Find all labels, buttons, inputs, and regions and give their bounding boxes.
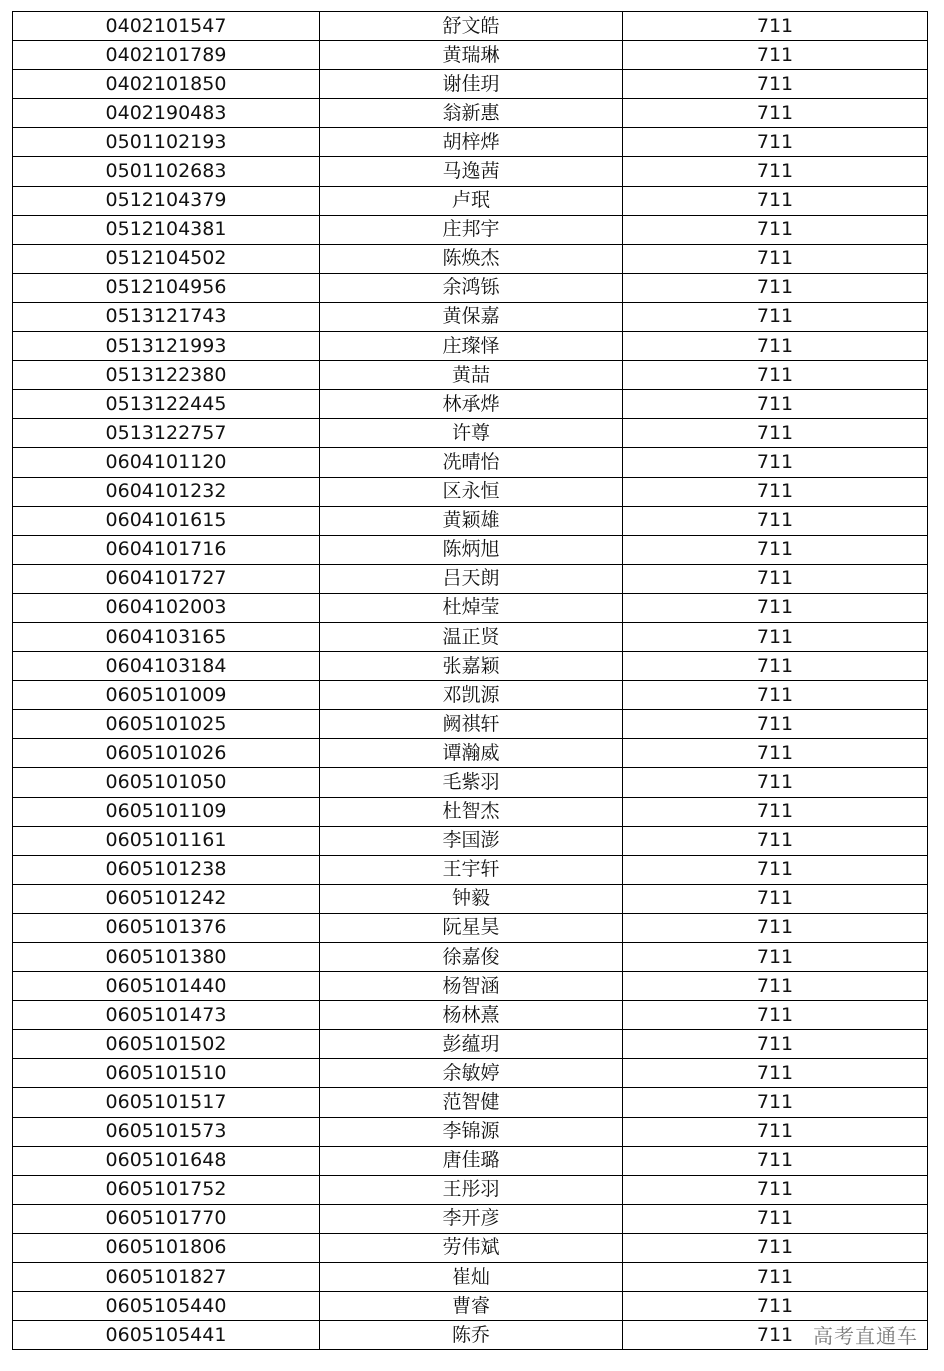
score-cell: 711: [623, 943, 928, 972]
student-name-cell: 区永恒: [320, 477, 623, 506]
score-cell: 711: [623, 535, 928, 564]
student-id-cell: 0605101510: [13, 1059, 320, 1088]
student-id-cell: 0605101440: [13, 972, 320, 1001]
score-cell: 711: [623, 622, 928, 651]
student-id-cell: 0513122445: [13, 390, 320, 419]
student-id-cell: 0605101242: [13, 884, 320, 913]
student-name-cell: 黄颖雄: [320, 506, 623, 535]
score-cell: 711: [623, 1146, 928, 1175]
student-id-cell: 0605105441: [13, 1321, 320, 1350]
student-name-cell: 钟毅: [320, 884, 623, 913]
student-id-cell: 0605101009: [13, 681, 320, 710]
score-cell: 711: [623, 332, 928, 361]
score-cell: 711: [623, 913, 928, 942]
score-cell: 711: [623, 448, 928, 477]
table-row: [13, 535, 928, 564]
student-id-cell: 0605101648: [13, 1146, 320, 1175]
score-cell: 711: [623, 972, 928, 1001]
student-id-cell: 0604103184: [13, 652, 320, 681]
student-name-cell: 黄喆: [320, 361, 623, 390]
score-cell: 711: [623, 652, 928, 681]
student-name-cell: 张嘉颖: [320, 652, 623, 681]
student-id-cell: 0605101380: [13, 943, 320, 972]
student-name-cell: 劳伟斌: [320, 1233, 623, 1262]
score-cell: 711: [623, 855, 928, 884]
score-cell: 711: [623, 506, 928, 535]
score-cell: 711: [623, 70, 928, 99]
table-row: [13, 477, 928, 506]
table-row: [13, 1233, 928, 1262]
student-name-cell: 冼晴怡: [320, 448, 623, 477]
score-cell: 711: [623, 1030, 928, 1059]
score-cell: 711: [623, 826, 928, 855]
student-id-cell: 0604101615: [13, 506, 320, 535]
student-name-cell: 林承烨: [320, 390, 623, 419]
student-name-cell: 马逸茜: [320, 157, 623, 186]
table-row: [13, 186, 928, 215]
table-row: [13, 913, 928, 942]
student-id-cell: 0605101109: [13, 797, 320, 826]
table-row: [13, 215, 928, 244]
student-id-cell: 0512104956: [13, 273, 320, 302]
score-cell: 711: [623, 1292, 928, 1321]
table-row: [13, 419, 928, 448]
score-cell: 711: [623, 419, 928, 448]
student-name-cell: 舒文皓: [320, 12, 623, 41]
student-id-cell: 0513121993: [13, 332, 320, 361]
table-row: [13, 1146, 928, 1175]
score-cell: 711: [623, 1233, 928, 1262]
score-cell: 711: [623, 1059, 928, 1088]
score-cell: 711: [623, 1117, 928, 1146]
student-name-cell: 黄保嘉: [320, 302, 623, 331]
student-name-cell: 吕天朗: [320, 564, 623, 593]
score-cell: 711: [623, 1001, 928, 1030]
score-cell: 711: [623, 128, 928, 157]
student-name-cell: 李国澎: [320, 826, 623, 855]
student-name-cell: 李开彦: [320, 1204, 623, 1233]
table-row: [13, 622, 928, 651]
student-name-cell: 黄瑞琳: [320, 41, 623, 70]
student-name-cell: 李锦源: [320, 1117, 623, 1146]
student-id-cell: 0605105440: [13, 1292, 320, 1321]
student-name-cell: 庄璨怿: [320, 332, 623, 361]
score-cell: 711: [623, 1204, 928, 1233]
student-id-cell: 0604102003: [13, 593, 320, 622]
table-row: [13, 390, 928, 419]
table-row: [13, 710, 928, 739]
table-row: [13, 12, 928, 41]
student-name-cell: 陈炳旭: [320, 535, 623, 564]
watermark-text: 高考直通车: [813, 1324, 918, 1348]
student-name-cell: 谭瀚威: [320, 739, 623, 768]
student-id-cell: 0513122380: [13, 361, 320, 390]
student-id-cell: 0605101770: [13, 1204, 320, 1233]
student-name-cell: 邓凯源: [320, 681, 623, 710]
score-cell: 711: [623, 681, 928, 710]
score-cell: 711: [623, 302, 928, 331]
student-name-cell: 彭蕴玥: [320, 1030, 623, 1059]
student-id-cell: 0605101827: [13, 1263, 320, 1292]
table-row: [13, 855, 928, 884]
score-cell: 711: [623, 884, 928, 913]
student-name-cell: 谢佳玥: [320, 70, 623, 99]
student-id-cell: 0513121743: [13, 302, 320, 331]
student-id-cell: 0604101727: [13, 564, 320, 593]
student-name-cell: 杜焯莹: [320, 593, 623, 622]
score-cell: 711: [623, 739, 928, 768]
student-id-cell: 0512104381: [13, 215, 320, 244]
student-name-cell: 王宇轩: [320, 855, 623, 884]
student-name-cell: 崔灿: [320, 1263, 623, 1292]
student-id-cell: 0605101573: [13, 1117, 320, 1146]
student-name-cell: 毛紫羽: [320, 768, 623, 797]
table-row: [13, 506, 928, 535]
student-id-cell: 0604101232: [13, 477, 320, 506]
table-row: [13, 361, 928, 390]
student-id-cell: 0513122757: [13, 419, 320, 448]
table-row: [13, 943, 928, 972]
student-name-cell: 陈焕杰: [320, 244, 623, 273]
student-name-cell: 卢珉: [320, 186, 623, 215]
score-cell: 711: [623, 361, 928, 390]
score-cell: 711: [623, 1175, 928, 1204]
table-row: [13, 826, 928, 855]
table-row: [13, 1001, 928, 1030]
table-row: [13, 1175, 928, 1204]
student-name-cell: 阮星昊: [320, 913, 623, 942]
score-cell: 711: [623, 41, 928, 70]
score-cell: 711: [623, 564, 928, 593]
student-id-cell: 0604101716: [13, 535, 320, 564]
table-row: [13, 41, 928, 70]
student-id-cell: 0512104379: [13, 186, 320, 215]
table-row: [13, 448, 928, 477]
student-id-cell: 0402190483: [13, 99, 320, 128]
student-name-cell: 范智健: [320, 1088, 623, 1117]
student-id-cell: 0604101120: [13, 448, 320, 477]
table-row: [13, 1292, 928, 1321]
table-row: [13, 244, 928, 273]
table-row: [13, 1117, 928, 1146]
table-row: [13, 1321, 928, 1350]
table-row: [13, 70, 928, 99]
table-row: [13, 1204, 928, 1233]
student-name-cell: 余敏婷: [320, 1059, 623, 1088]
score-cell: 711: [623, 215, 928, 244]
student-name-cell: 阙祺轩: [320, 710, 623, 739]
table-row: [13, 739, 928, 768]
score-table-body: [13, 12, 928, 1350]
table-row: [13, 652, 928, 681]
score-cell: 711: [623, 99, 928, 128]
score-cell: 711: [623, 1088, 928, 1117]
table-row: [13, 1263, 928, 1292]
table-row: [13, 564, 928, 593]
student-name-cell: 翁新惠: [320, 99, 623, 128]
score-cell: 711: [623, 1263, 928, 1292]
table-row: [13, 1030, 928, 1059]
table-row: [13, 332, 928, 361]
table-row: [13, 128, 928, 157]
student-id-cell: 0501102683: [13, 157, 320, 186]
table-row: [13, 273, 928, 302]
score-table: [12, 11, 928, 1350]
table-row: [13, 99, 928, 128]
student-name-cell: 唐佳璐: [320, 1146, 623, 1175]
score-cell: 711: [623, 593, 928, 622]
score-cell: 711: [623, 186, 928, 215]
score-cell: 711: [623, 768, 928, 797]
score-cell: 711: [623, 477, 928, 506]
score-cell: 711: [623, 1321, 928, 1350]
student-name-cell: 王彤羽: [320, 1175, 623, 1204]
student-id-cell: 0605101026: [13, 739, 320, 768]
student-name-cell: 陈乔: [320, 1321, 623, 1350]
table-row: [13, 157, 928, 186]
student-name-cell: 温正贤: [320, 622, 623, 651]
table-row: [13, 972, 928, 1001]
score-cell: 711: [623, 12, 928, 41]
student-id-cell: 0402101850: [13, 70, 320, 99]
student-name-cell: 曹睿: [320, 1292, 623, 1321]
table-row: [13, 797, 928, 826]
table-row: [13, 1059, 928, 1088]
student-id-cell: 0605101050: [13, 768, 320, 797]
student-name-cell: 徐嘉俊: [320, 943, 623, 972]
student-name-cell: 杜智杰: [320, 797, 623, 826]
student-id-cell: 0605101376: [13, 913, 320, 942]
student-id-cell: 0605101238: [13, 855, 320, 884]
score-cell: 711: [623, 244, 928, 273]
table-row: [13, 1088, 928, 1117]
student-id-cell: 0402101789: [13, 41, 320, 70]
student-name-cell: 余鸿铄: [320, 273, 623, 302]
student-name-cell: 杨林熹: [320, 1001, 623, 1030]
student-name-cell: 胡梓烨: [320, 128, 623, 157]
student-id-cell: 0604103165: [13, 622, 320, 651]
table-row: [13, 593, 928, 622]
score-cell: 711: [623, 390, 928, 419]
student-id-cell: 0501102193: [13, 128, 320, 157]
student-id-cell: 0605101502: [13, 1030, 320, 1059]
table-row: [13, 302, 928, 331]
student-id-cell: 0402101547: [13, 12, 320, 41]
student-name-cell: 许尊: [320, 419, 623, 448]
score-cell: 711: [623, 273, 928, 302]
student-id-cell: 0605101025: [13, 710, 320, 739]
student-id-cell: 0605101517: [13, 1088, 320, 1117]
student-id-cell: 0605101473: [13, 1001, 320, 1030]
score-cell: 711: [623, 157, 928, 186]
student-name-cell: 庄邦宇: [320, 215, 623, 244]
score-cell: 711: [623, 797, 928, 826]
student-id-cell: 0605101752: [13, 1175, 320, 1204]
table-row: [13, 768, 928, 797]
student-id-cell: 0512104502: [13, 244, 320, 273]
table-row: [13, 884, 928, 913]
student-id-cell: 0605101806: [13, 1233, 320, 1262]
table-row: [13, 681, 928, 710]
student-name-cell: 杨智涵: [320, 972, 623, 1001]
student-id-cell: 0605101161: [13, 826, 320, 855]
score-cell: 711: [623, 710, 928, 739]
